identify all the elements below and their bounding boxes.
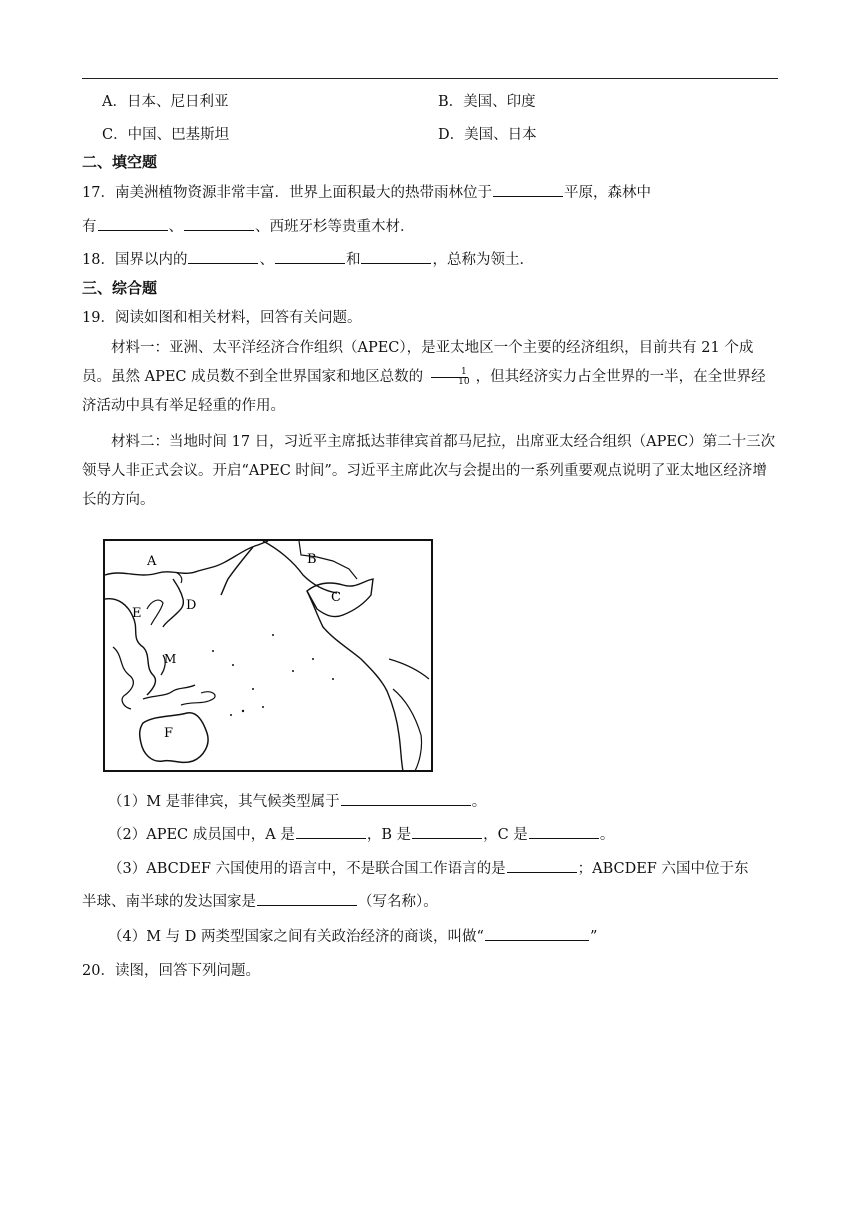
q19-sub2-blank-c[interactable] xyxy=(529,823,599,839)
option-d: D．美国、日本 xyxy=(438,127,537,143)
q17-blank-2[interactable] xyxy=(98,215,168,231)
q19-sub4 xyxy=(108,925,597,946)
map-label-b: B xyxy=(307,552,317,567)
q19-sub2-text: ，B 是 xyxy=(366,827,412,843)
map-label-m: M xyxy=(164,652,177,666)
material-1-text: 材料一：亚洲、太平洋经济合作组织（APEC），是亚太地区一个主要的经济组织，目前共有 21 个成员。虽然 APEC 成员数不到全世界国家和地区总数的 xyxy=(82,340,754,385)
q18-text: 、 xyxy=(259,252,274,268)
q18-blank-1[interactable] xyxy=(188,248,258,264)
q19-sub3-text: （写名称）。 xyxy=(358,894,438,910)
q19-sub2-text: （2）APEC 成员国中，A 是 xyxy=(108,827,295,843)
question-17-line1 xyxy=(82,181,651,202)
asia-pacific-map xyxy=(103,539,433,772)
q19-sub2-text: ，C 是 xyxy=(483,827,528,843)
q17-text: 平原，森林中 xyxy=(563,185,651,201)
fraction-numerator: 1 xyxy=(431,368,468,378)
fraction-denominator: 10 xyxy=(458,376,470,387)
q19-sub3-line2 xyxy=(82,890,438,911)
option-b: B．美国、印度 xyxy=(438,94,536,110)
map-label-c: C xyxy=(331,590,341,605)
q18-blank-3[interactable] xyxy=(361,248,431,264)
q18-text: 18．国界以内的 xyxy=(82,252,188,268)
q19-sub3-text: 半球、南半球的发达国家是 xyxy=(82,894,256,910)
material-1 xyxy=(82,334,778,421)
map-label-a: A xyxy=(147,554,157,569)
option-a: A．日本、尼日利亚 xyxy=(102,94,229,110)
section-fill-blank-heading: 二、填空题 xyxy=(82,153,158,171)
question-18 xyxy=(82,248,534,269)
q17-text: 有 xyxy=(82,219,97,235)
map-label-f: F xyxy=(164,726,174,741)
question-19-intro: 19．阅读如图和相关材料，回答有关问题。 xyxy=(82,310,362,326)
q19-sub3-blank-b[interactable] xyxy=(257,890,357,906)
q18-blank-2[interactable] xyxy=(275,248,345,264)
q17-text: 、 xyxy=(168,219,183,235)
header-rule xyxy=(82,78,778,79)
q19-sub2-blank-a[interactable] xyxy=(296,823,366,839)
q19-sub3-text: ；ABCDEF 六国中位于东 xyxy=(577,861,749,877)
q19-sub4-text: ” xyxy=(589,929,598,945)
q17-text: 、西班牙杉等贵重木材． xyxy=(255,219,415,235)
q17-blank-3[interactable] xyxy=(184,215,254,231)
q18-text: ，总称为领土． xyxy=(432,252,534,268)
q19-sub2-blank-b[interactable] xyxy=(412,823,482,839)
section-comprehensive-heading: 三、综合题 xyxy=(82,279,158,297)
question-17-line2 xyxy=(82,215,415,236)
q19-sub2-text: 。 xyxy=(599,827,615,843)
q19-sub3-blank-a[interactable] xyxy=(507,857,577,873)
question-20: 20．读图，回答下列问题。 xyxy=(82,963,260,979)
option-c: C．中国、巴基斯坦 xyxy=(102,127,230,143)
q17-blank-1[interactable] xyxy=(493,181,563,197)
fraction-one-tenth xyxy=(429,368,469,387)
map-label-e: E xyxy=(132,606,142,621)
map-label-d: D xyxy=(186,598,197,613)
q19-sub1-text: （1）M 是菲律宾，其气候类型属于 xyxy=(108,794,340,810)
q19-sub3-line1 xyxy=(108,857,748,878)
q17-text: 17．南美洲植物资源非常丰富．世界上面积最大的热带雨林位于 xyxy=(82,185,492,201)
q19-sub1-blank[interactable] xyxy=(341,790,471,806)
q19-sub4-blank[interactable] xyxy=(485,925,589,941)
q19-sub4-text: （4）M 与 D 两类型国家之间有关政治经济的商谈，叫做“ xyxy=(108,929,484,945)
q19-sub3-text: （3）ABCDEF 六国使用的语言中，不是联合国工作语言的是 xyxy=(108,861,506,877)
q19-sub2 xyxy=(108,823,614,844)
q19-sub1 xyxy=(108,790,486,811)
material-2: 材料二：当地时间 17 日，习近平主席抵达菲律宾首都马尼拉，出席亚太经合组织（APEC）第二十三次领导人非正式会议。开启“APEC 时间”。习近平主席此次与会提出的一系列重要观点说明了亚太地区经济增长的方向。 xyxy=(82,434,776,508)
q19-sub1-text: 。 xyxy=(471,794,487,810)
q18-text: 和 xyxy=(345,252,361,268)
material-1-text: ，但其经济实力占全世界的一半，在全世界经济活动中具有举足轻重的作用。 xyxy=(82,369,766,414)
